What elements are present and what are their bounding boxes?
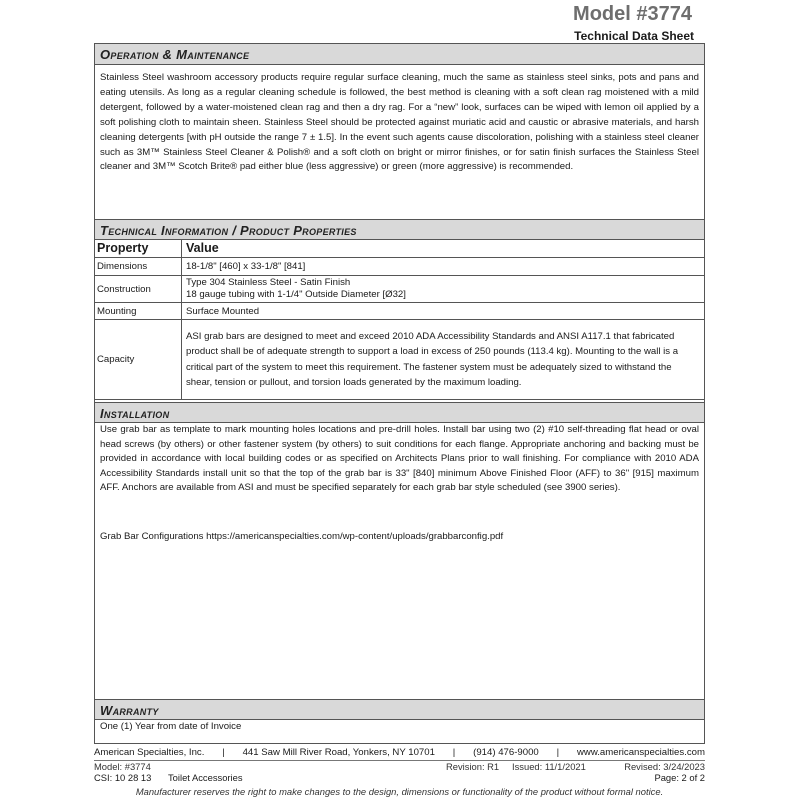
- company-website[interactable]: www.americanspecialties.com: [576, 747, 705, 758]
- company-name: American Specialties, Inc.: [94, 747, 205, 758]
- grab-bar-config-link[interactable]: Grab Bar Configurations https://americanspecialties.com/wp-content/uploads/grabbarconfig.pdf: [100, 531, 504, 542]
- section-heading-technical: Technical Information / Product Properties: [95, 219, 704, 240]
- property-mounting: Mounting: [95, 303, 182, 320]
- table-row: [95, 276, 704, 303]
- footer-model: Model: #3774: [94, 761, 151, 772]
- footer-category: Toilet Accessories: [168, 772, 243, 783]
- footer-contact-line: American Specialties, Inc. | 441 Saw Mill River Road, Yonkers, NY 10701 | (914) 476-9000 | www.americanspecialties.com: [94, 747, 705, 758]
- value-mounting: Surface Mounted: [182, 303, 705, 320]
- property-dimensions: Dimensions: [95, 258, 182, 276]
- table-row: [95, 258, 704, 276]
- warranty-text: One (1) Year from date of Invoice: [100, 721, 242, 732]
- footer-disclaimer: Manufacturer reserves the right to make changes to the design, dimensions or functionality of the product without formal notice.: [135, 786, 664, 797]
- property-construction: Construction: [95, 276, 182, 303]
- section-heading-warranty: Warranty: [95, 699, 704, 720]
- table-row: [95, 320, 704, 400]
- section-heading-installation: Installation: [95, 402, 704, 423]
- footer-issued: Issued: 11/1/2021: [512, 761, 586, 772]
- content-frame: [94, 43, 705, 744]
- value-construction: Type 304 Stainless Steel - Satin Finish 18 gauge tubing with 1-1/4" Outside Diameter [Ø32]: [182, 276, 705, 303]
- footer-revised: Revised: 3/24/2023: [624, 761, 705, 772]
- table-row: [95, 303, 704, 320]
- value-dimensions: 18-1/8" [460] x 33-1/8" [841]: [182, 258, 705, 276]
- section-heading-operation: Operation & Maintenance: [95, 44, 704, 65]
- footer-csi: CSI: 10 28 13: [94, 772, 152, 783]
- installation-text: Use grab bar as template to mark mounting holes locations and pre-drill holes. Install bar using two (2) #10 self-threading flat head or oval head screws (by others) or other fastener system (by others) to suit conditions for each flange. Appropriate anchoring and backing must be provided in accordance with local building codes or as specified on Architects Plans prior to wall finishing. For compliance with 2010 ADA Accessibility Standards install unit so that the top of the grab bar is 33" [840] minimum Above Finished Floor (AFF) to 36" [915] maximum AFF. Anchors are available from ASI and must be specified separately for each grab bar style scheduled (see 3900 series).: [100, 424, 699, 493]
- footer-csi-line: [94, 772, 705, 783]
- footer-revision-line: [94, 761, 705, 772]
- value-capacity: ASI grab bars are designed to meet and exceed 2010 ADA Accessibility Standards and ANSI A117.1 that fabricated product shall be of adequate strength to support a load in excess of 250 pounds (113.4 kg). Mounting to the wall is a critical part of the system to meet this requirement. The fastener system must be adequately sized to withstand the shear, tension or pullout, and torsion loads generated by the maximum loading.: [182, 320, 705, 400]
- table-header-row: [95, 239, 704, 258]
- document-subtitle: Technical Data Sheet: [574, 29, 694, 43]
- property-capacity: Capacity: [95, 320, 182, 400]
- column-header-value: Value: [182, 239, 705, 258]
- properties-table: [95, 239, 704, 400]
- company-phone: (914) 476-9000: [473, 747, 539, 758]
- footer-revision: Revision: R1: [446, 761, 500, 772]
- footer-page-number: Page: 2 of 2: [654, 772, 705, 783]
- column-header-property: Property: [95, 239, 182, 258]
- company-address: 441 Saw Mill River Road, Yonkers, NY 10701: [242, 747, 435, 758]
- operation-text: Stainless Steel washroom accessory products require regular surface cleaning, much the same as stainless steel sinks, pots and pans and eating utensils. As long as a regular cleaning schedule is followed, the best method is cleaning with a soft clean rag moistened with a mild detergent, followed by a water-moistened clean rag and then a dry rag. For a “new” look, surfaces can be wiped with lemon oil applied by a soft polishing cloth to maintain sheen. Stainless Steel should be protected against muriatic acid and caustic or abrasive materials, and harsh cleaning detergents [with pH outside the range 7 ± 1.5]. In the event such agents cause discoloration, polishing with a stainless steel cleaner such as 3M™ Stainless Steel Cleaner & Polish® and a soft cloth on bright or mirror finishes, or for satin finish surfaces the Stainless Steel cleaner and 3M™ Scotch Brite® pad either blue (less aggressive) or green (more aggressive) is recommended.: [100, 72, 699, 173]
- model-number: Model #3774: [573, 3, 692, 25]
